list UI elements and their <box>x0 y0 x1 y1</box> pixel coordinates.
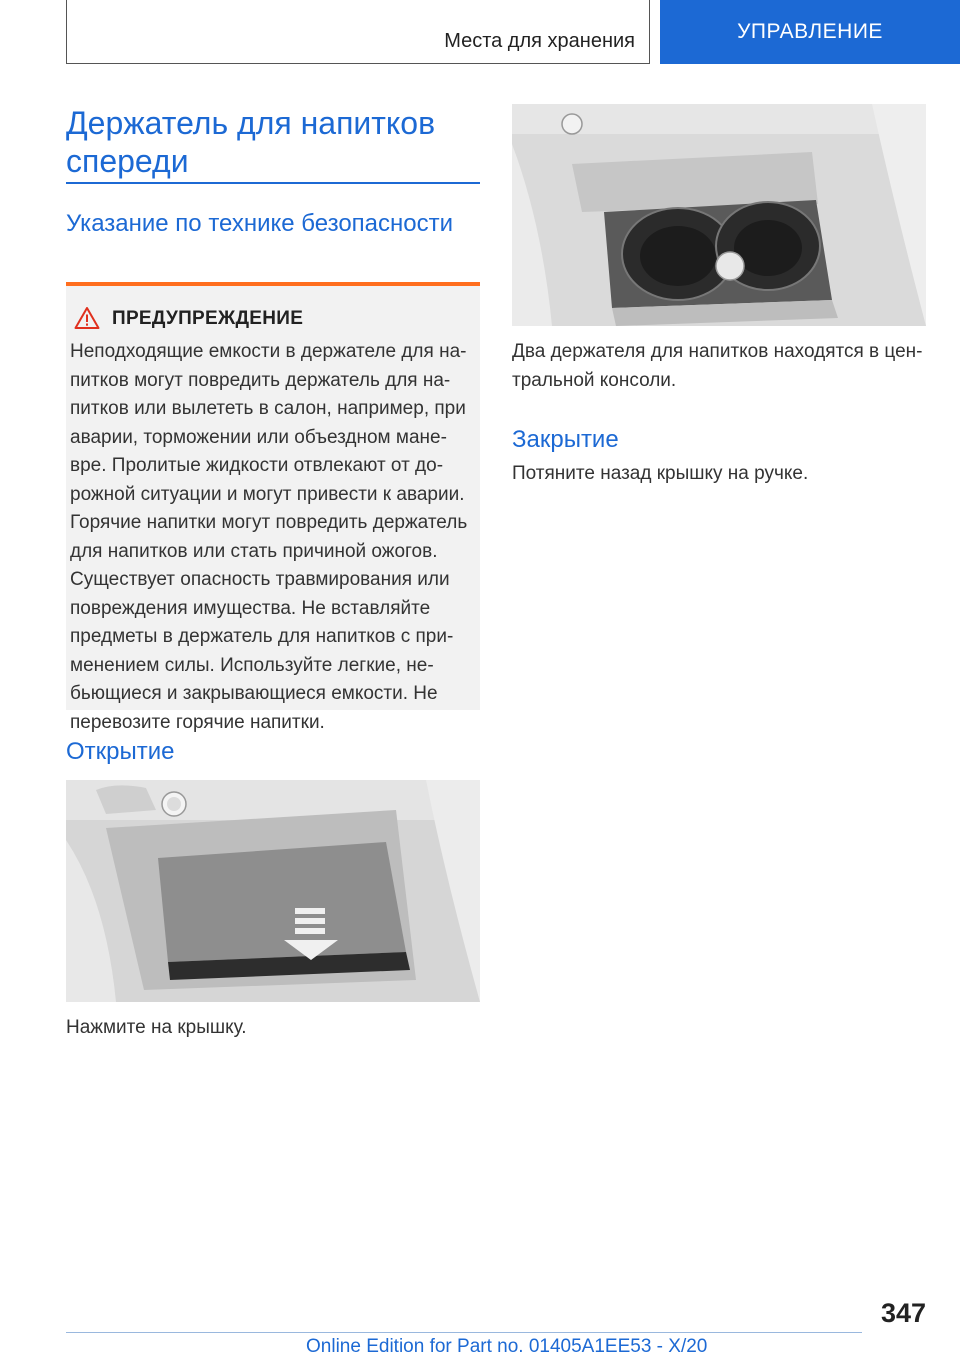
closing-text: Потяните назад крышку на ручке. <box>512 463 809 484</box>
title-divider <box>66 182 480 184</box>
warning-title: ПРЕДУПРЕЖДЕНИЕ <box>112 308 304 329</box>
cupholder-caption: Два держателя для напитков находятся в цен-тральной консоли. <box>512 341 923 391</box>
warning-box <box>66 282 480 733</box>
header-chapter-tab[interactable]: УПРАВЛЕНИЕ <box>660 0 960 64</box>
opening-caption: Нажмите на крышку. <box>66 1017 247 1038</box>
header-section-title: Места для хранения <box>444 30 635 52</box>
closing-heading: Закрытие <box>512 426 619 453</box>
warning-text: Неподходящие емкости в держателе для на-питков могут повредить держатель для на-питков или вылететь в салон, например, при аварии, торможении или объездном мане-вре. Пролитые жидкости отвлекают от до-рожной ситуации и могут привести к аварии. Горячие напитки могут повредить держатель для напитков или стать причиной ожогов. Существует опасность травмирования или повреждения имущества. Не вставляйте предметы в держатель для напитков с при-менением силы. Используйте легкие, не-бьющиеся и закрывающиеся емкости. Не перевозите горячие напитки. <box>70 341 468 733</box>
footer-edition: Online Edition for Part no. 01405A1EE53 - X/20 <box>306 1336 708 1357</box>
footer-divider <box>66 1332 862 1333</box>
opening-photo <box>66 780 480 1002</box>
page-title: Держатель для напитков спереди <box>66 105 436 179</box>
safety-heading: Указание по технике безопасности <box>66 210 454 237</box>
warning-triangle-icon <box>74 306 100 330</box>
header-section-box <box>66 0 650 64</box>
cupholder-photo <box>512 104 926 326</box>
opening-heading: Открытие <box>66 738 175 765</box>
page-number: 347 <box>880 1298 926 1328</box>
